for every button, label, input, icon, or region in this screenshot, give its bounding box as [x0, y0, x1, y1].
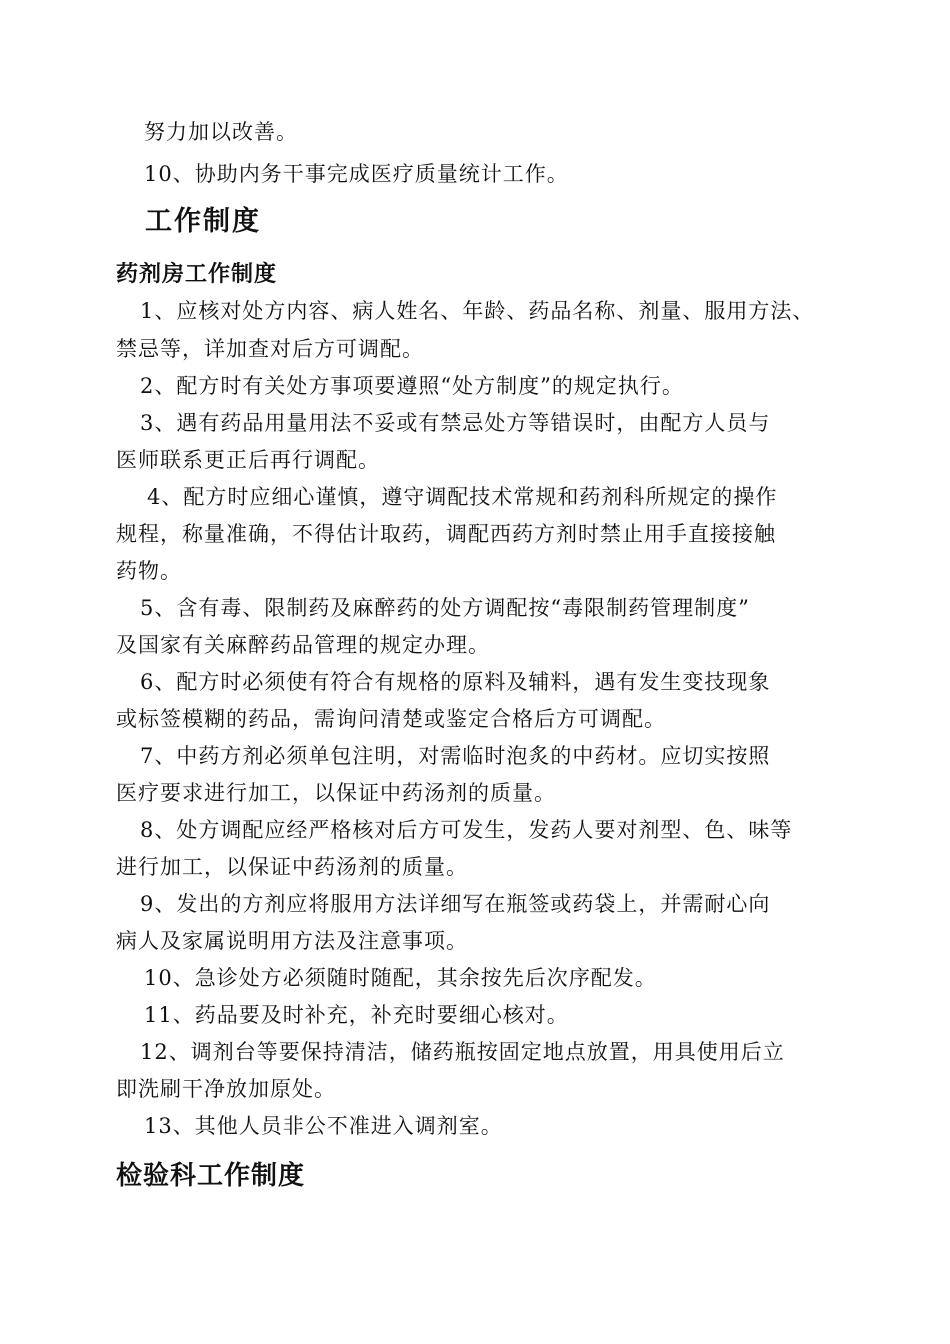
pharmacy-line: 医师联系更正后再行调配。 [116, 448, 380, 472]
pharmacy-line: 规程，称量准确，不得估计取药，调配西药方剂时禁止用手直接接触 [116, 522, 776, 546]
pharmacy-line: 2、配方时有关处方事项要遵照“处方制度”的规定执行。 [140, 374, 684, 398]
intro-line-1: 努力加以改善。 [144, 120, 298, 144]
pharmacy-line: 13、其他人员非公不准进入调剂室。 [144, 1114, 503, 1138]
pharmacy-title: 药剂房工作制度 [116, 261, 278, 287]
pharmacy-line: 药物。 [116, 559, 182, 583]
pharmacy-line: 10、急诊处方必须随时随配，其余按先后次序配发。 [144, 966, 657, 990]
pharmacy-line: 11、药品要及时补充，补充时要细心核对。 [144, 1003, 569, 1027]
pharmacy-line: 9、发出的方剂应将服用方法详细写在瓶签或药袋上，并需耐心向 [140, 892, 771, 916]
pharmacy-line: 及国家有关麻醉药品管理的规定办理。 [116, 633, 490, 657]
intro-line-2: 10、协助内务干事完成医疗质量统计工作。 [144, 162, 569, 186]
pharmacy-line: 8、处方调配应经严格核对后方可发生，发药人要对剂型、色、味等 [140, 818, 793, 842]
pharmacy-line: 5、含有毒、限制药及麻醉药的处方调配按“毒限制药管理制度” [140, 596, 750, 620]
pharmacy-line: 病人及家属说明用方法及注意事项。 [116, 929, 468, 953]
pharmacy-line: 禁忌等，详加查对后方可调配。 [116, 337, 424, 361]
pharmacy-line: 1、应核对处方内容、病人姓名、年龄、药品名称、剂量、服用方法、 [140, 299, 815, 323]
pharmacy-line: 医疗要求进行加工，以保证中药汤剂的质量。 [116, 781, 556, 805]
pharmacy-line: 12、调剂台等要保持清洁，储药瓶按固定地点放置，用具使用后立 [140, 1040, 785, 1064]
pharmacy-line: 3、遇有药品用量用法不妥或有禁忌处方等错误时，由配方人员与 [140, 411, 771, 435]
pharmacy-line: 进行加工，以保证中药汤剂的质量。 [116, 855, 468, 879]
lab-title: 检验科工作制度 [116, 1161, 306, 1191]
pharmacy-line: 7、中药方剂必须单包注明，对需临时泡炙的中药材。应切实按照 [140, 744, 771, 768]
pharmacy-line: 或标签模糊的药品，需询问清楚或鉴定合格后方可调配。 [116, 707, 666, 731]
pharmacy-line: 6、配方时必须使有符合有规格的原料及辅料，遇有发生变技现象 [140, 670, 771, 694]
pharmacy-line: 即洗刷干净放加原处。 [116, 1077, 336, 1101]
pharmacy-line: 4、配方时应细心谨慎，遵守调配技术常规和药剂科所规定的操作 [147, 485, 778, 509]
section-title: 工作制度 [145, 206, 261, 237]
